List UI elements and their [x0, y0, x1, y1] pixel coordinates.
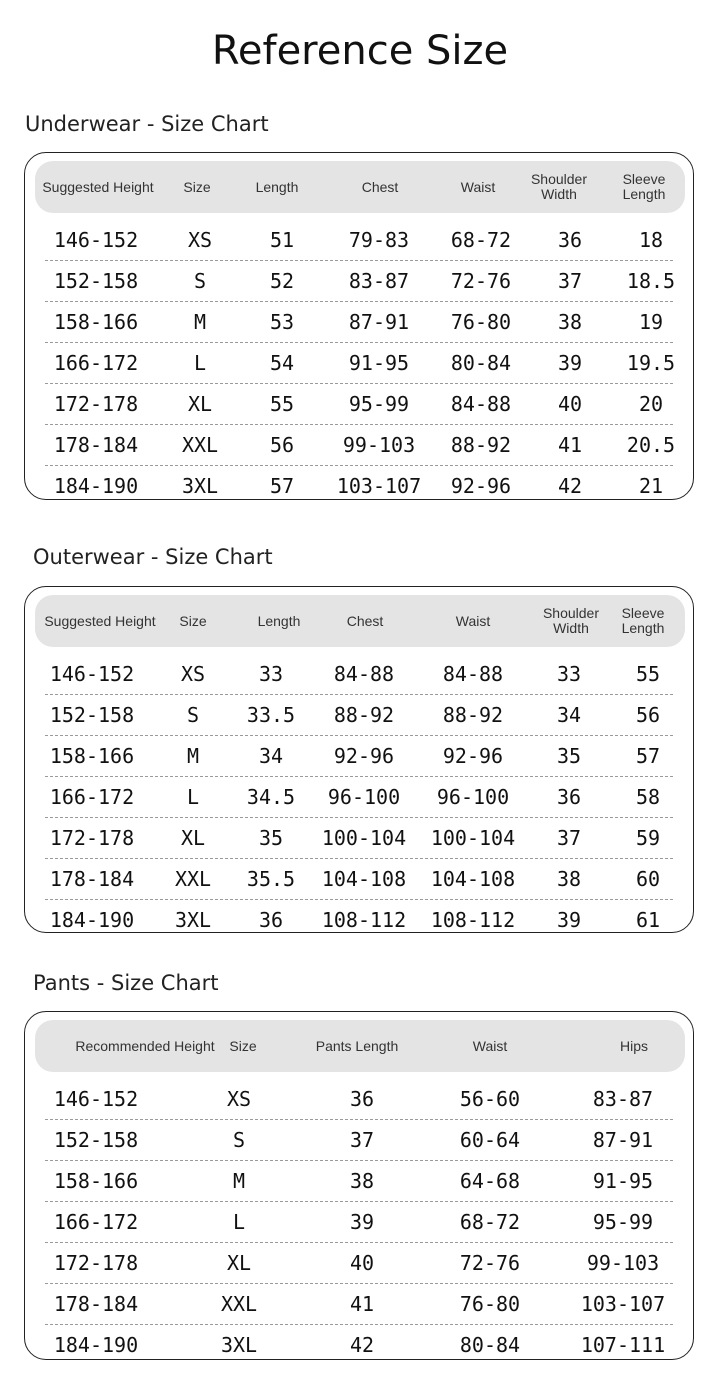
table-cell: 20 — [638, 391, 664, 416]
table-cell: 38 — [556, 866, 582, 891]
table-cell: 108-112 — [321, 907, 407, 932]
table-cell: 72-76 — [450, 268, 512, 293]
column-header-label: Waist — [455, 612, 491, 629]
table-row — [45, 1283, 673, 1325]
table-cell: 87-91 — [592, 1127, 654, 1152]
table-cell: 146-152 — [49, 661, 135, 686]
section-title-pants: Pants - Size Chart — [33, 971, 219, 995]
page-title: Reference Size — [211, 28, 509, 74]
column-header — [244, 595, 314, 647]
table-row — [45, 1201, 673, 1243]
column-header-label: Size — [229, 1037, 257, 1054]
table-cell: 91-95 — [348, 350, 410, 375]
table-row — [45, 1324, 673, 1365]
table-cell: 38 — [557, 309, 583, 334]
table-cell: 51 — [269, 227, 295, 252]
table-cell: 92-96 — [450, 473, 512, 498]
column-header — [524, 161, 594, 213]
table-cell: 158-166 — [53, 309, 139, 334]
table-cell: 54 — [269, 350, 295, 375]
column-header — [168, 595, 218, 647]
table-cell: 41 — [349, 1291, 375, 1316]
table-cell: 84-88 — [442, 661, 504, 686]
table-cell: 172-178 — [49, 825, 135, 850]
table-cell: 55 — [635, 661, 661, 686]
table-row — [45, 1078, 673, 1120]
table-cell: XS — [180, 661, 206, 686]
table-cell: 96-100 — [327, 784, 401, 809]
table-row — [45, 260, 676, 302]
table-cell: XXL — [174, 866, 212, 891]
column-header-label: Chest — [361, 178, 399, 195]
table-cell: 56 — [635, 702, 661, 727]
table-cell: 166-172 — [53, 350, 139, 375]
table-cell: 35.5 — [246, 866, 296, 891]
table-row — [45, 301, 673, 343]
table-cell: 53 — [269, 309, 295, 334]
table-row — [45, 899, 673, 940]
table-cell: 146-152 — [53, 1086, 139, 1111]
table-cell: M — [232, 1168, 246, 1193]
column-header-label: Width — [553, 620, 589, 636]
table-cell: 18.5 — [626, 268, 676, 293]
pants-size-table — [24, 1011, 694, 1360]
column-header-label: Shoulder — [530, 171, 588, 187]
table-cell: XL — [180, 825, 206, 850]
table-cell: 166-172 — [53, 1209, 139, 1234]
table-cell: 146-152 — [53, 227, 139, 252]
column-header — [30, 595, 170, 647]
table-cell: 108-112 — [430, 907, 516, 932]
table-cell: 92-96 — [442, 743, 504, 768]
table-row — [45, 776, 673, 818]
table-cell: 19 — [638, 309, 664, 334]
table-cell: 58 — [635, 784, 661, 809]
table-cell: 56-60 — [459, 1086, 521, 1111]
table-cell: 184-190 — [53, 1332, 139, 1357]
table-cell: 95-99 — [348, 391, 410, 416]
table-cell: 103-107 — [336, 473, 422, 498]
table-cell: 42 — [349, 1332, 375, 1357]
table-cell: M — [193, 309, 207, 334]
column-header — [28, 161, 168, 213]
table-cell: 33 — [258, 661, 284, 686]
table-cell: 40 — [557, 391, 583, 416]
table-cell: 52 — [269, 268, 295, 293]
column-header-label: Length — [257, 612, 301, 629]
column-header — [608, 595, 678, 647]
table-cell: 35 — [258, 825, 284, 850]
column-header-label: Sleeve — [621, 605, 665, 621]
table-cell: XS — [226, 1086, 252, 1111]
table-row — [45, 1160, 673, 1202]
underwear-size-table — [24, 152, 694, 500]
table-cell: 35 — [556, 743, 582, 768]
table-cell: 84-88 — [450, 391, 512, 416]
table-cell: 40 — [349, 1250, 375, 1275]
table-cell: 76-80 — [459, 1291, 521, 1316]
table-cell: 37 — [556, 825, 582, 850]
table-cell: 99-103 — [342, 432, 416, 457]
table-cell: 99-103 — [586, 1250, 660, 1275]
table-cell: 61 — [635, 907, 661, 932]
table-cell: 158-166 — [53, 1168, 139, 1193]
table-cell: 104-108 — [430, 866, 516, 891]
table-cell: 158-166 — [49, 743, 135, 768]
table-cell: S — [186, 702, 200, 727]
table-row — [45, 219, 673, 261]
column-header — [325, 595, 405, 647]
table-cell: 107-111 — [580, 1332, 666, 1357]
table-cell: 33 — [556, 661, 582, 686]
table-cell: XS — [187, 227, 213, 252]
table-cell: 100-104 — [430, 825, 516, 850]
table-cell: L — [232, 1209, 246, 1234]
table-cell: L — [186, 784, 200, 809]
table-cell: 68-72 — [459, 1209, 521, 1234]
column-header-label: Pants Length — [315, 1037, 399, 1054]
table-cell: 72-76 — [459, 1250, 521, 1275]
table-cell: S — [193, 268, 207, 293]
table-cell: 68-72 — [450, 227, 512, 252]
column-header — [609, 161, 679, 213]
column-header-label: Chest — [346, 612, 384, 629]
table-cell: 64-68 — [459, 1168, 521, 1193]
table-cell: 172-178 — [53, 391, 139, 416]
table-cell: 39 — [556, 907, 582, 932]
table-cell: 88-92 — [333, 702, 395, 727]
table-header — [35, 1020, 685, 1072]
table-cell: 57 — [635, 743, 661, 768]
table-cell: 172-178 — [53, 1250, 139, 1275]
table-cell: 36 — [556, 784, 582, 809]
table-cell: 37 — [557, 268, 583, 293]
table-cell: 184-190 — [53, 473, 139, 498]
table-cell: 3XL — [181, 473, 219, 498]
table-row — [45, 383, 673, 425]
table-cell: 39 — [557, 350, 583, 375]
column-header-label: Length — [621, 620, 665, 636]
table-header — [35, 595, 685, 647]
table-cell: 152-158 — [53, 268, 139, 293]
column-header — [340, 161, 420, 213]
table-cell: 184-190 — [49, 907, 135, 932]
table-cell: 39 — [349, 1209, 375, 1234]
table-cell: M — [186, 743, 200, 768]
column-header — [443, 161, 513, 213]
table-cell: XL — [187, 391, 213, 416]
table-cell: 36 — [258, 907, 284, 932]
table-cell: 84-88 — [333, 661, 395, 686]
column-header-label: Sleeve — [622, 171, 666, 187]
table-cell: 178-184 — [49, 866, 135, 891]
table-cell: 21 — [638, 473, 664, 498]
table-header — [35, 161, 685, 213]
table-cell: 38 — [349, 1168, 375, 1193]
table-cell: 36 — [349, 1086, 375, 1111]
column-header-label: Length — [255, 178, 299, 195]
table-row — [45, 342, 676, 384]
column-header-label: Size — [183, 178, 211, 195]
table-cell: 91-95 — [592, 1168, 654, 1193]
column-header-label: Waist — [460, 178, 496, 195]
section-title-underwear: Underwear - Size Chart — [25, 112, 269, 136]
table-cell: 60 — [635, 866, 661, 891]
table-row — [45, 1119, 673, 1161]
column-header — [302, 1020, 412, 1072]
table-row — [45, 424, 676, 466]
table-cell: 34.5 — [246, 784, 296, 809]
column-header — [438, 595, 508, 647]
column-header — [455, 1020, 525, 1072]
table-cell: 95-99 — [592, 1209, 654, 1234]
table-cell: 34 — [258, 743, 284, 768]
table-row — [45, 735, 673, 777]
column-header-label: Shoulder — [542, 605, 600, 621]
column-header-label: Size — [179, 612, 207, 629]
table-cell: 80-84 — [459, 1332, 521, 1357]
outerwear-size-table — [24, 586, 694, 933]
table-cell: 57 — [269, 473, 295, 498]
table-cell: 100-104 — [321, 825, 407, 850]
table-cell: 20.5 — [626, 432, 676, 457]
table-row — [45, 653, 673, 695]
table-cell: S — [232, 1127, 246, 1152]
column-header — [242, 161, 312, 213]
table-cell: 92-96 — [333, 743, 395, 768]
table-cell: 152-158 — [53, 1127, 139, 1152]
table-cell: 88-92 — [450, 432, 512, 457]
table-cell: 34 — [556, 702, 582, 727]
column-header-label: Hips — [619, 1037, 648, 1054]
table-cell: 83-87 — [592, 1086, 654, 1111]
column-header — [172, 161, 222, 213]
table-cell: 3XL — [174, 907, 212, 932]
table-cell: 103-107 — [580, 1291, 666, 1316]
table-cell: XXL — [220, 1291, 258, 1316]
column-header-label: Recommended Height — [75, 1037, 215, 1054]
table-cell: 96-100 — [436, 784, 510, 809]
column-header — [213, 1020, 273, 1072]
table-row — [45, 817, 673, 859]
table-cell: 36 — [557, 227, 583, 252]
column-header — [604, 1020, 664, 1072]
table-cell: 80-84 — [450, 350, 512, 375]
table-cell: 178-184 — [53, 1291, 139, 1316]
table-row — [45, 858, 673, 900]
table-cell: 18 — [638, 227, 664, 252]
column-header — [536, 595, 606, 647]
table-cell: 19.5 — [626, 350, 676, 375]
table-cell: 55 — [269, 391, 295, 416]
table-cell: XL — [226, 1250, 252, 1275]
table-row — [45, 465, 673, 506]
table-cell: XXL — [181, 432, 219, 457]
table-cell: 56 — [269, 432, 295, 457]
column-header-label: Waist — [472, 1037, 508, 1054]
table-cell: 166-172 — [49, 784, 135, 809]
column-header-label: Length — [622, 186, 666, 202]
table-cell: 83-87 — [348, 268, 410, 293]
table-cell: 76-80 — [450, 309, 512, 334]
table-cell: 88-92 — [442, 702, 504, 727]
table-cell: 178-184 — [53, 432, 139, 457]
table-cell: 152-158 — [49, 702, 135, 727]
table-row — [45, 694, 673, 736]
table-row — [45, 1242, 673, 1284]
table-cell: 33.5 — [246, 702, 296, 727]
column-header-label: Width — [541, 186, 577, 202]
table-cell: 60-64 — [459, 1127, 521, 1152]
table-cell: 42 — [557, 473, 583, 498]
table-cell: 37 — [349, 1127, 375, 1152]
table-cell: 87-91 — [348, 309, 410, 334]
column-header-label: Suggested Height — [42, 178, 154, 195]
table-cell: 59 — [635, 825, 661, 850]
column-header — [58, 1020, 233, 1072]
table-cell: L — [193, 350, 207, 375]
column-header-label: Suggested Height — [44, 612, 156, 629]
table-cell: 104-108 — [321, 866, 407, 891]
table-cell: 79-83 — [348, 227, 410, 252]
table-cell: 41 — [557, 432, 583, 457]
section-title-outerwear: Outerwear - Size Chart — [33, 545, 273, 569]
table-cell: 3XL — [220, 1332, 258, 1357]
